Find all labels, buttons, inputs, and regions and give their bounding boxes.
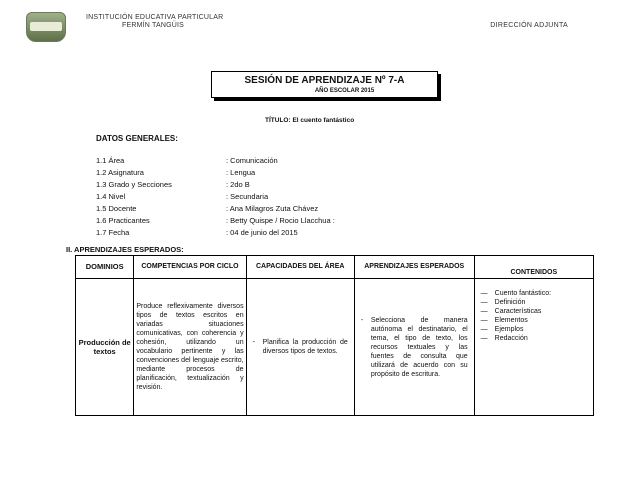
col-header-contents: CONTENIDOS xyxy=(474,256,593,279)
table-header-row xyxy=(76,256,594,279)
expected-dash: - xyxy=(360,316,364,324)
list-item xyxy=(481,325,591,334)
capacity-dash: - xyxy=(252,339,255,346)
general-data-label: 1.2 Asignatura xyxy=(96,168,144,177)
direction-label: DIRECCIÓN ADJUNTA xyxy=(490,22,568,29)
general-data-label: 1.6 Practicantes xyxy=(96,216,150,225)
list-dash: — xyxy=(480,326,488,333)
capacity-text: Planifica la producción de diversos tipos de textos. xyxy=(262,339,348,355)
contents-cell xyxy=(474,279,593,416)
content-item: Definición xyxy=(494,299,526,306)
domain-cell: Producción de textos xyxy=(76,279,134,416)
general-data-value: : 2do B xyxy=(226,180,250,189)
list-dash: — xyxy=(480,308,488,315)
session-title-box xyxy=(211,71,438,98)
list-dash: — xyxy=(480,335,488,342)
general-data-label: 1.5 Docente xyxy=(96,204,137,213)
capacity-cell xyxy=(246,279,354,416)
list-item xyxy=(481,307,591,316)
competence-cell xyxy=(134,279,246,416)
col-header-domains: DOMINIOS xyxy=(76,256,134,279)
col-header-capacities: CAPACIDADES DEL ÁREA xyxy=(246,256,354,279)
general-data-value: : Ana Milagros Zuta Chávez xyxy=(226,204,319,213)
session-title: SESIÓN DE APRENDIZAJE Nº 7-A xyxy=(244,75,405,86)
list-item xyxy=(481,316,591,325)
school-year: AÑO ESCOLAR 2015 xyxy=(314,88,375,94)
col-header-expected: APRENDIZAJES ESPERADOS xyxy=(354,256,474,279)
general-data-label: 1.1 Área xyxy=(96,156,125,165)
expected-cell xyxy=(354,279,474,416)
session-topic: TÍTULO: El cuento fantástico xyxy=(265,117,355,124)
list-item xyxy=(481,334,591,343)
general-data-value: : Betty Quispe / Rocio Llacchua : xyxy=(226,216,335,225)
content-item: Elementos xyxy=(494,317,528,324)
general-data-value: : 04 de junio del 2015 xyxy=(226,228,298,237)
content-item: Redacción xyxy=(494,335,528,342)
contents-list xyxy=(477,289,591,343)
expected-text: Selecciona de manera autónoma el destinatario, el tema, el tipo de texto, los recursos textuales y las fuentes de consulta que utilizará de acuerdo con su propósito de escritura. xyxy=(370,316,468,378)
list-dash: — xyxy=(480,299,488,306)
learning-table xyxy=(75,255,594,416)
school-name-line1: INSTITUCIÓN EDUCATIVA PARTICULAR xyxy=(86,14,224,21)
general-data-label: 1.7 Fecha xyxy=(96,228,130,237)
general-data-value: : Comunicación xyxy=(226,156,278,165)
general-data-value: : Secundaria xyxy=(226,192,269,201)
school-logo xyxy=(26,12,66,42)
table-row xyxy=(76,279,594,416)
general-data-label: 1.3 Grado y Secciones xyxy=(96,180,172,189)
general-data-label: 1.4 Nivel xyxy=(96,192,126,201)
content-item: Cuento fantástico: xyxy=(494,290,552,297)
content-item: Características xyxy=(494,308,542,315)
competence-text: Produce reflexivamente diversos tipos de textos escritos en variadas situaciones comunicativas, con coherencia y cohesión, utilizando un vocabulario pertinente y las convenciones del lenguaje escrito, mediante procesos de planificación, textualización y revisión. xyxy=(136,303,244,391)
list-dash: — xyxy=(480,317,488,324)
col-header-competences: COMPETENCIAS POR CICLO xyxy=(134,256,246,279)
list-item xyxy=(481,298,591,307)
general-data-heading: DATOS GENERALES: xyxy=(96,134,178,143)
general-data-value: : Lengua xyxy=(226,168,256,177)
school-name-line2: FERMÍN TANGÜIS xyxy=(122,22,185,29)
content-item: Ejemplos xyxy=(494,326,524,333)
learning-heading: II. APRENDIZAJES ESPERADOS: xyxy=(66,245,184,254)
capacity-item xyxy=(249,338,352,356)
expected-item xyxy=(357,316,472,379)
list-item xyxy=(481,289,591,298)
list-dash: — xyxy=(480,290,488,297)
school-name xyxy=(86,14,223,30)
